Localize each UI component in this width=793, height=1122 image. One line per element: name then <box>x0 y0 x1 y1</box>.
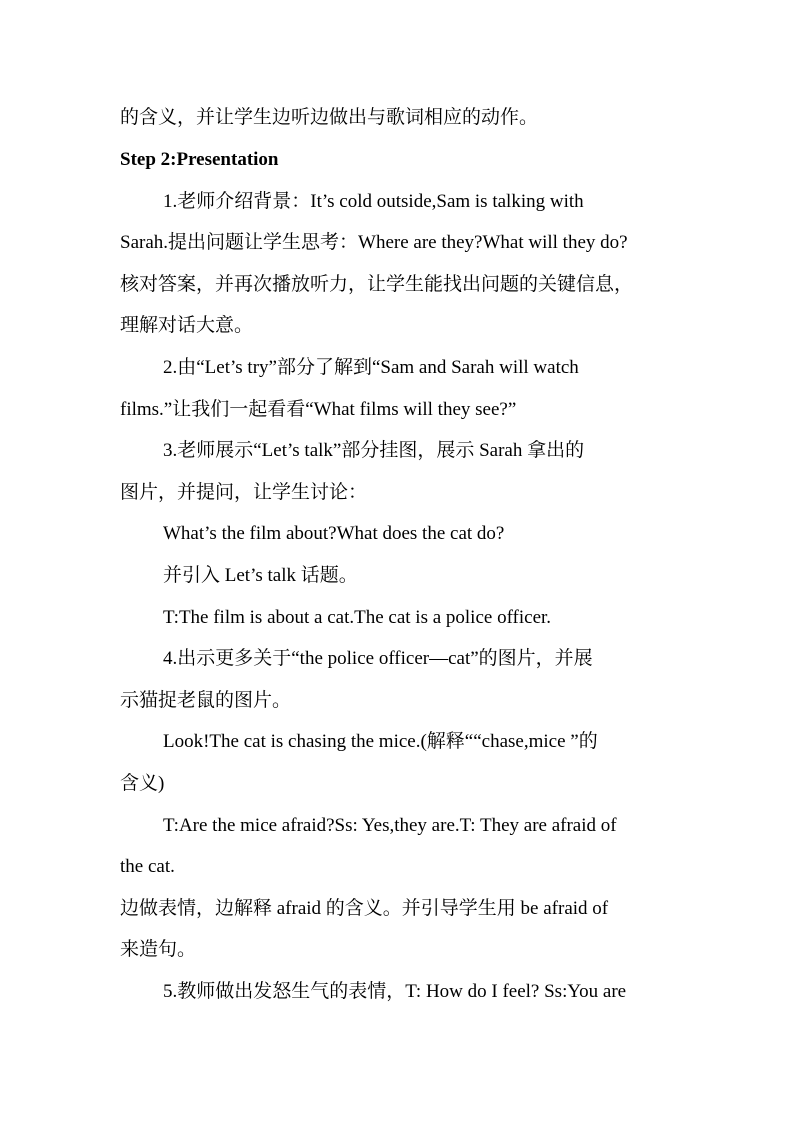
text-line: films.”让我们一起看看“What films will they see?” <box>120 399 517 420</box>
text-line: 4.出示更多关于“the police officer—cat”的图片，并展 <box>163 648 593 669</box>
text-line: 边做表情，边解释 afraid 的含义。并引导学生用 be afraid of <box>120 898 609 919</box>
text-line: What’s the film about?What does the cat do? <box>163 523 505 544</box>
text-line: 的含义，并让学生边听边做出与歌词相应的动作。 <box>120 107 539 128</box>
text-line: 理解对话大意。 <box>120 315 254 336</box>
text-line: 3.老师展示“Let’s talk”部分挂图，展示 Sarah 拿出的 <box>163 440 585 461</box>
text-line: T:The film is about a cat.The cat is a police officer. <box>163 607 552 628</box>
text-line: 含义) <box>120 773 165 794</box>
text-line: Look!The cat is chasing the mice.(解释““chase,mice ”的 <box>163 731 598 752</box>
text-line: 核对答案，并再次播放听力，让学生能找出问题的关键信息， <box>120 274 634 295</box>
text-line: 示猫捉老鼠的图片。 <box>120 690 292 711</box>
text-line: 1.老师介绍背景：It’s cold outside,Sam is talking with <box>163 191 584 212</box>
text-line: 5.教师做出发怒生气的表情，T: How do I feel? Ss:You are <box>163 981 627 1002</box>
text-line: T:Are the mice afraid?Ss: Yes,they are.T: They are afraid of <box>163 815 617 836</box>
text-line: 2.由“Let’s try”部分了解到“Sam and Sarah will watch <box>163 357 579 378</box>
text-line: the cat. <box>120 856 175 877</box>
section-heading: Step 2:Presentation <box>120 149 279 170</box>
text-line: 图片，并提问，让学生讨论： <box>120 482 368 503</box>
text-line: 并引入 Let’s talk 话题。 <box>163 565 358 586</box>
text-line: Sarah.提出问题让学生思考：Where are they?What will they do? <box>120 232 628 253</box>
text-line: 来造句。 <box>120 939 197 960</box>
